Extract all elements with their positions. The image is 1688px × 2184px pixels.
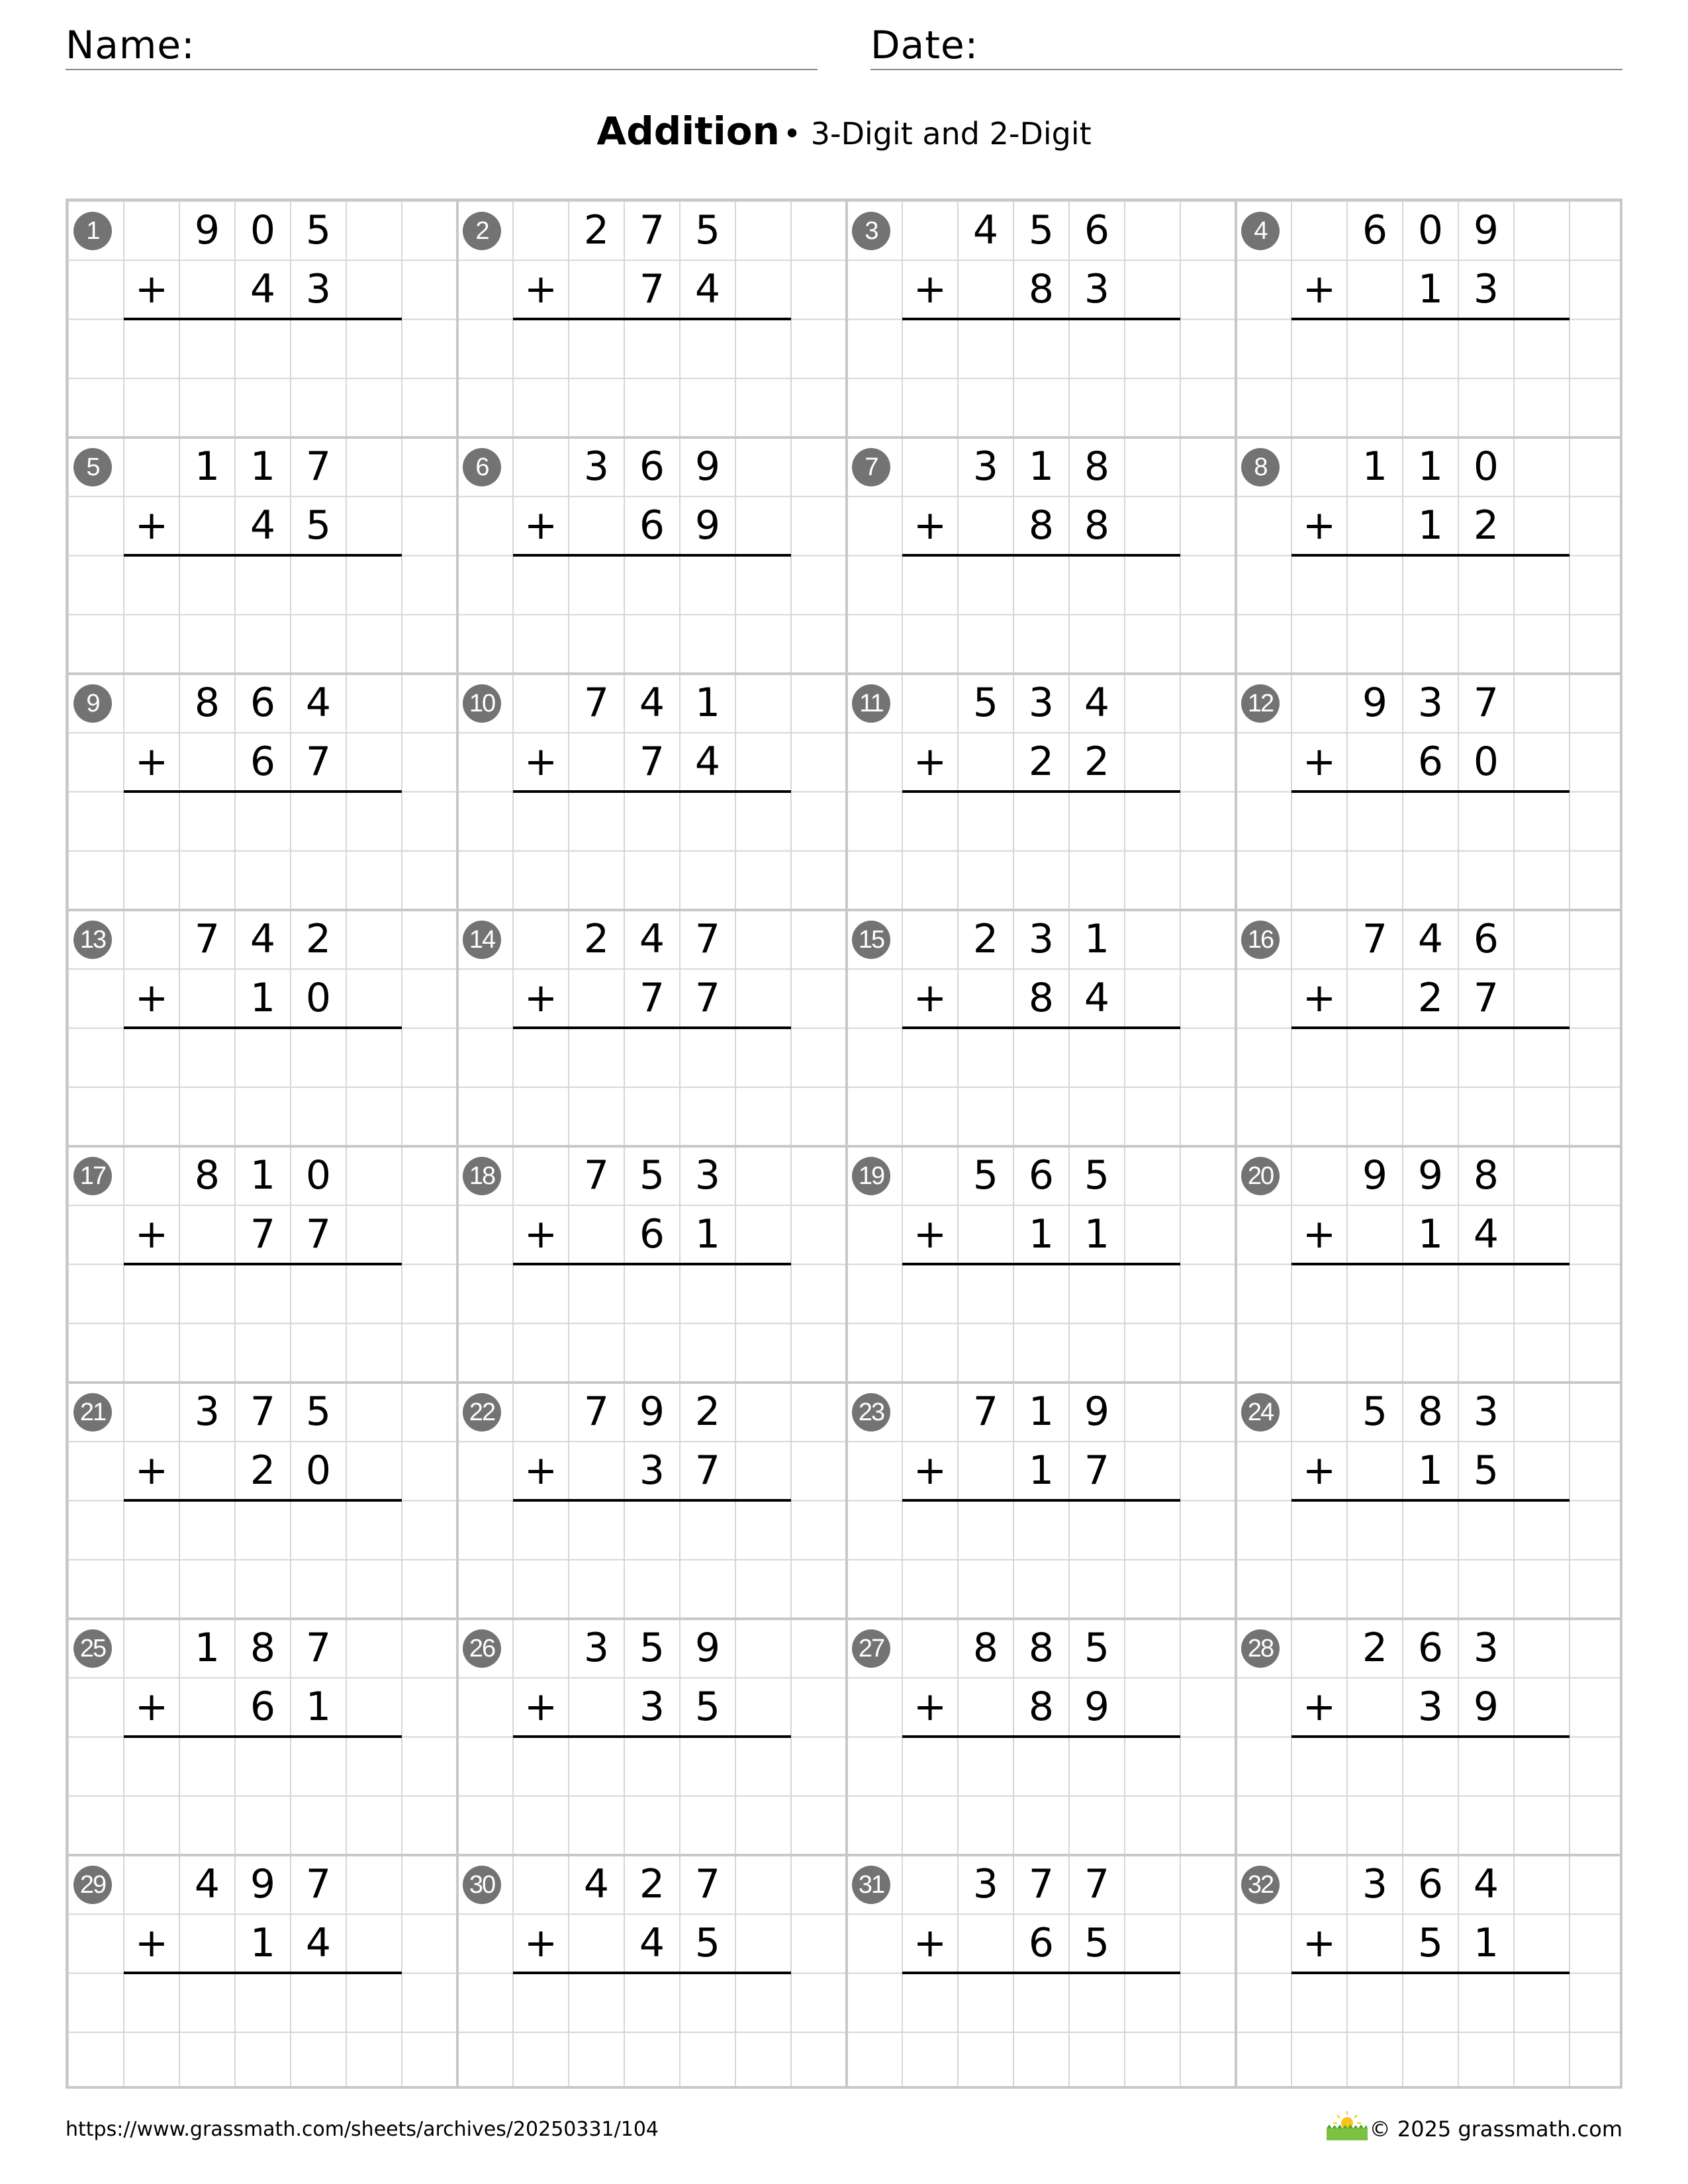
problem-26 [457, 1619, 847, 1855]
answer-area[interactable] [902, 320, 1180, 433]
answer-area[interactable] [902, 557, 1180, 669]
bottom-digit: 6 [1028, 1920, 1055, 1967]
top-digit: 7 [194, 916, 220, 962]
answer-area[interactable] [124, 793, 402, 905]
top-digit: 2 [305, 916, 332, 962]
top-digit: 7 [694, 1861, 721, 1907]
bottom-digit: 7 [250, 1211, 276, 1258]
top-digit: 7 [305, 1625, 332, 1671]
bottom-digit: 0 [1473, 739, 1499, 786]
top-digit: 9 [1362, 680, 1388, 726]
bottom-digit: 3 [1417, 1684, 1444, 1731]
top-digit: 7 [1084, 1861, 1110, 1907]
top-digit: 3 [1028, 916, 1055, 962]
top-digit: 4 [305, 680, 332, 726]
bottom-digit: 1 [1417, 502, 1444, 549]
top-digit: 6 [250, 680, 276, 726]
answer-area[interactable] [124, 1265, 402, 1378]
plus-sign: + [913, 1447, 947, 1494]
problem-number-badge: 24 [1241, 1393, 1280, 1432]
top-digit: 6 [1417, 1861, 1444, 1907]
problem-10 [457, 674, 847, 910]
problem-5 [68, 437, 457, 674]
bottom-digit: 0 [305, 1447, 332, 1494]
bottom-digit: 9 [1084, 1684, 1110, 1731]
top-digit: 7 [305, 1861, 332, 1907]
worksheet-title [0, 105, 1688, 167]
top-digit: 6 [1362, 207, 1388, 253]
plus-sign: + [1302, 1920, 1336, 1967]
plus-sign: + [1302, 502, 1336, 549]
top-digit: 8 [194, 680, 220, 726]
answer-area[interactable] [513, 793, 791, 905]
plus-sign: + [134, 502, 169, 549]
bottom-digit: 5 [694, 1684, 721, 1731]
top-digit: 9 [194, 207, 220, 253]
answer-area[interactable] [124, 1029, 402, 1142]
bottom-digit: 8 [1028, 975, 1055, 1022]
plus-sign: + [524, 1684, 558, 1731]
problem-number-badge: 9 [73, 684, 112, 723]
answer-area[interactable] [902, 793, 1180, 905]
plus-sign: + [913, 975, 947, 1022]
plus-sign: + [1302, 975, 1336, 1022]
problem-24 [1236, 1383, 1625, 1619]
bottom-digit: 1 [1417, 1211, 1444, 1258]
plus-sign: + [913, 739, 947, 786]
top-digit: 4 [1417, 916, 1444, 962]
problem-23 [847, 1383, 1236, 1619]
bottom-digit: 5 [694, 1920, 721, 1967]
bottom-digit: 3 [305, 266, 332, 313]
top-digit: 7 [1028, 1861, 1055, 1907]
problem-number-badge: 32 [1241, 1866, 1280, 1904]
top-digit: 6 [639, 443, 665, 490]
answer-area[interactable] [1291, 1974, 1570, 2087]
answer-area[interactable] [124, 320, 402, 433]
problem-number-badge: 30 [463, 1866, 501, 1904]
problem-11 [847, 674, 1236, 910]
problem-21 [68, 1383, 457, 1619]
footer-url[interactable]: https://www.grassmath.com/sheets/archives/20250331/104 [66, 2118, 659, 2141]
problem-31 [847, 1855, 1236, 2091]
top-digit: 3 [194, 1388, 220, 1435]
top-digit: 8 [1084, 443, 1110, 490]
plus-sign: + [524, 1447, 558, 1494]
top-digit: 5 [1084, 1625, 1110, 1671]
bottom-digit: 9 [694, 502, 721, 549]
answer-area[interactable] [124, 1502, 402, 1614]
top-digit: 7 [694, 916, 721, 962]
answer-area[interactable] [1291, 557, 1570, 669]
answer-area[interactable] [1291, 320, 1570, 433]
bottom-digit: 1 [250, 975, 276, 1022]
problem-number-badge: 8 [1241, 448, 1280, 486]
bottom-digit: 8 [1028, 1684, 1055, 1731]
top-digit: 6 [1028, 1152, 1055, 1199]
problem-number-badge: 26 [463, 1629, 501, 1668]
problem-number-badge: 17 [73, 1157, 112, 1195]
bottom-digit: 6 [639, 502, 665, 549]
problem-number-badge: 16 [1241, 921, 1280, 959]
plus-sign: + [913, 1684, 947, 1731]
top-digit: 5 [972, 1152, 999, 1199]
top-digit: 1 [194, 1625, 220, 1671]
top-digit: 4 [972, 207, 999, 253]
answer-area[interactable] [513, 1502, 791, 1614]
top-digit: 7 [639, 207, 665, 253]
bottom-digit: 5 [1084, 1920, 1110, 1967]
top-digit: 9 [1362, 1152, 1388, 1199]
bottom-digit: 7 [305, 739, 332, 786]
problem-number-badge: 7 [852, 448, 890, 486]
top-digit: 8 [194, 1152, 220, 1199]
answer-area[interactable] [902, 1502, 1180, 1614]
problem-number-badge: 18 [463, 1157, 501, 1195]
bottom-digit: 2 [1417, 975, 1444, 1022]
plus-sign: + [524, 1920, 558, 1967]
top-digit: 9 [250, 1861, 276, 1907]
bottom-digit: 5 [1473, 1447, 1499, 1494]
top-digit: 4 [1084, 680, 1110, 726]
top-digit: 5 [1028, 207, 1055, 253]
top-digit: 5 [972, 680, 999, 726]
bottom-digit: 4 [250, 502, 276, 549]
problem-number-badge: 12 [1241, 684, 1280, 723]
top-digit: 7 [583, 1152, 610, 1199]
answer-area[interactable] [1291, 1029, 1570, 1142]
plus-sign: + [134, 1211, 169, 1258]
top-digit: 3 [1473, 1388, 1499, 1435]
bottom-digit: 2 [1473, 502, 1499, 549]
top-digit: 4 [1473, 1861, 1499, 1907]
top-digit: 3 [1028, 680, 1055, 726]
problem-number-badge: 10 [463, 684, 501, 723]
top-digit: 3 [694, 1152, 721, 1199]
date-label: Date: [870, 23, 979, 68]
top-digit: 8 [1417, 1388, 1444, 1435]
bottom-digit: 1 [1417, 266, 1444, 313]
bottom-digit: 8 [1028, 502, 1055, 549]
top-digit: 5 [305, 1388, 332, 1435]
plus-sign: + [134, 739, 169, 786]
answer-area[interactable] [513, 320, 791, 433]
problem-number-badge: 14 [463, 921, 501, 959]
problem-13 [68, 910, 457, 1146]
bottom-digit: 3 [1084, 266, 1110, 313]
bottom-digit: 5 [305, 502, 332, 549]
problem-number-badge: 21 [73, 1393, 112, 1432]
problem-number-badge: 5 [73, 448, 112, 486]
answer-area[interactable] [513, 1265, 791, 1378]
top-digit: 9 [694, 1625, 721, 1671]
problem-number-badge: 22 [463, 1393, 501, 1432]
top-digit: 5 [694, 207, 721, 253]
bottom-digit: 1 [250, 1920, 276, 1967]
top-digit: 1 [250, 1152, 276, 1199]
bottom-digit: 4 [694, 739, 721, 786]
bottom-digit: 1 [694, 1211, 721, 1258]
bottom-digit: 8 [1084, 502, 1110, 549]
problem-28 [1236, 1619, 1625, 1855]
top-digit: 1 [1028, 443, 1055, 490]
top-digit: 8 [972, 1625, 999, 1671]
plus-sign: + [524, 975, 558, 1022]
top-digit: 5 [1362, 1388, 1388, 1435]
plus-sign: + [134, 1684, 169, 1731]
problem-number-badge: 19 [852, 1157, 890, 1195]
top-digit: 9 [1473, 207, 1499, 253]
plus-sign: + [1302, 1684, 1336, 1731]
top-digit: 9 [694, 443, 721, 490]
date-field[interactable] [870, 19, 1622, 70]
problem-3 [847, 201, 1236, 437]
problem-number-badge: 15 [852, 921, 890, 959]
top-digit: 5 [1084, 1152, 1110, 1199]
plus-sign: + [913, 266, 947, 313]
top-digit: 1 [1362, 443, 1388, 490]
top-digit: 2 [639, 1861, 665, 1907]
problem-number-badge: 25 [73, 1629, 112, 1668]
answer-area[interactable] [513, 1738, 791, 1850]
title-subtitle: • 3-Digit and 2-Digit [782, 116, 1092, 152]
problem-number-badge: 3 [852, 212, 890, 250]
top-digit: 3 [1417, 680, 1444, 726]
plus-sign: + [524, 502, 558, 549]
top-digit: 1 [1084, 916, 1110, 962]
plus-sign: + [134, 266, 169, 313]
bottom-digit: 7 [694, 975, 721, 1022]
top-digit: 2 [583, 207, 610, 253]
top-digit: 9 [639, 1388, 665, 1435]
answer-area[interactable] [902, 1029, 1180, 1142]
top-digit: 0 [305, 1152, 332, 1199]
plus-sign: + [913, 502, 947, 549]
footer-copyright: © 2025 grassmath.com [1369, 2116, 1622, 2142]
top-digit: 7 [972, 1388, 999, 1435]
top-digit: 3 [583, 443, 610, 490]
top-digit: 3 [972, 443, 999, 490]
bottom-digit: 7 [694, 1447, 721, 1494]
problem-number-badge: 13 [73, 921, 112, 959]
top-digit: 6 [1417, 1625, 1444, 1671]
bottom-digit: 2 [1084, 739, 1110, 786]
answer-area[interactable] [1291, 1502, 1570, 1614]
bottom-digit: 7 [639, 739, 665, 786]
plus-sign: + [913, 1211, 947, 1258]
problem-12 [1236, 674, 1625, 910]
problem-16 [1236, 910, 1625, 1146]
problem-32 [1236, 1855, 1625, 2091]
problem-number-badge: 23 [852, 1393, 890, 1432]
top-digit: 4 [639, 680, 665, 726]
plus-sign: + [134, 1920, 169, 1967]
top-digit: 2 [1362, 1625, 1388, 1671]
top-digit: 6 [1084, 207, 1110, 253]
answer-area[interactable] [124, 1738, 402, 1850]
name-field[interactable] [66, 19, 818, 70]
bottom-digit: 5 [1417, 1920, 1444, 1967]
answer-area[interactable] [513, 557, 791, 669]
bottom-digit: 4 [1473, 1211, 1499, 1258]
answer-area[interactable] [902, 1738, 1180, 1850]
plus-sign: + [134, 975, 169, 1022]
title-main: Addition [596, 109, 780, 154]
answer-area[interactable] [902, 1265, 1180, 1378]
plus-sign: + [524, 739, 558, 786]
top-digit: 7 [583, 680, 610, 726]
top-digit: 3 [972, 1861, 999, 1907]
answer-area[interactable] [1291, 793, 1570, 905]
bottom-digit: 1 [1028, 1447, 1055, 1494]
plus-sign: + [524, 266, 558, 313]
problem-number-badge: 11 [852, 684, 890, 723]
top-digit: 5 [639, 1152, 665, 1199]
problem-30 [457, 1855, 847, 2091]
problem-25 [68, 1619, 457, 1855]
bottom-digit: 1 [1417, 1447, 1444, 1494]
problem-27 [847, 1619, 1236, 1855]
bottom-digit: 7 [639, 975, 665, 1022]
problem-number-badge: 29 [73, 1866, 112, 1904]
problem-number-badge: 20 [1241, 1157, 1280, 1195]
problem-7 [847, 437, 1236, 674]
bottom-digit: 3 [1473, 266, 1499, 313]
bottom-digit: 6 [250, 1684, 276, 1731]
answer-area[interactable] [902, 1974, 1180, 2087]
bottom-digit: 4 [1084, 975, 1110, 1022]
problem-14 [457, 910, 847, 1146]
top-digit: 4 [639, 916, 665, 962]
top-digit: 9 [1417, 1152, 1444, 1199]
grass-sun-icon [1324, 2109, 1370, 2142]
top-digit: 0 [1417, 207, 1444, 253]
problem-2 [457, 201, 847, 437]
problem-6 [457, 437, 847, 674]
bottom-digit: 6 [250, 739, 276, 786]
top-digit: 4 [250, 916, 276, 962]
plus-sign: + [1302, 1211, 1336, 1258]
bottom-digit: 7 [639, 266, 665, 313]
top-digit: 2 [694, 1388, 721, 1435]
problem-number-badge: 4 [1241, 212, 1280, 250]
top-digit: 7 [1473, 680, 1499, 726]
answer-area[interactable] [1291, 1738, 1570, 1850]
problem-20 [1236, 1146, 1625, 1383]
bottom-digit: 3 [639, 1447, 665, 1494]
top-digit: 0 [1473, 443, 1499, 490]
bottom-digit: 9 [1473, 1684, 1499, 1731]
top-digit: 5 [305, 207, 332, 253]
bottom-digit: 7 [305, 1211, 332, 1258]
top-digit: 4 [583, 1861, 610, 1907]
plus-sign: + [1302, 266, 1336, 313]
top-digit: 7 [583, 1388, 610, 1435]
plus-sign: + [524, 1211, 558, 1258]
top-digit: 7 [250, 1388, 276, 1435]
answer-area[interactable] [124, 557, 402, 669]
top-digit: 3 [1362, 1861, 1388, 1907]
bottom-digit: 1 [1473, 1920, 1499, 1967]
answer-area[interactable] [124, 1974, 402, 2087]
problem-8 [1236, 437, 1625, 674]
bottom-digit: 4 [694, 266, 721, 313]
top-digit: 1 [1417, 443, 1444, 490]
top-digit: 3 [1473, 1625, 1499, 1671]
top-digit: 4 [194, 1861, 220, 1907]
top-digit: 8 [250, 1625, 276, 1671]
plus-sign: + [134, 1447, 169, 1494]
problem-18 [457, 1146, 847, 1383]
top-digit: 1 [1028, 1388, 1055, 1435]
top-digit: 6 [1473, 916, 1499, 962]
bottom-digit: 4 [250, 266, 276, 313]
problem-grid [66, 199, 1622, 2089]
bottom-digit: 2 [1028, 739, 1055, 786]
bottom-digit: 1 [1084, 1211, 1110, 1258]
problem-22 [457, 1383, 847, 1619]
top-digit: 0 [250, 207, 276, 253]
top-digit: 1 [694, 680, 721, 726]
problem-number-badge: 28 [1241, 1629, 1280, 1668]
problem-number-badge: 6 [463, 448, 501, 486]
answer-area[interactable] [513, 1029, 791, 1142]
problem-17 [68, 1146, 457, 1383]
name-label: Name: [66, 23, 195, 68]
problem-19 [847, 1146, 1236, 1383]
answer-area[interactable] [1291, 1265, 1570, 1378]
bottom-digit: 4 [305, 1920, 332, 1967]
top-digit: 1 [250, 443, 276, 490]
problem-4 [1236, 201, 1625, 437]
top-digit: 8 [1028, 1625, 1055, 1671]
bottom-digit: 6 [1417, 739, 1444, 786]
problem-15 [847, 910, 1236, 1146]
problem-1 [68, 201, 457, 437]
top-digit: 5 [639, 1625, 665, 1671]
top-digit: 7 [305, 443, 332, 490]
answer-area[interactable] [513, 1974, 791, 2087]
bottom-digit: 8 [1028, 266, 1055, 313]
bottom-digit: 3 [639, 1684, 665, 1731]
bottom-digit: 1 [1028, 1211, 1055, 1258]
bottom-digit: 1 [305, 1684, 332, 1731]
problem-9 [68, 674, 457, 910]
top-digit: 2 [972, 916, 999, 962]
bottom-digit: 2 [250, 1447, 276, 1494]
bottom-digit: 0 [305, 975, 332, 1022]
bottom-digit: 7 [1473, 975, 1499, 1022]
problem-number-badge: 31 [852, 1866, 890, 1904]
problem-number-badge: 2 [463, 212, 501, 250]
problem-29 [68, 1855, 457, 2091]
plus-sign: + [1302, 739, 1336, 786]
top-digit: 8 [1473, 1152, 1499, 1199]
top-digit: 7 [1362, 916, 1388, 962]
problem-number-badge: 1 [73, 212, 112, 250]
problem-number-badge: 27 [852, 1629, 890, 1668]
top-digit: 3 [583, 1625, 610, 1671]
top-digit: 2 [583, 916, 610, 962]
bottom-digit: 6 [639, 1211, 665, 1258]
plus-sign: + [1302, 1447, 1336, 1494]
top-digit: 9 [1084, 1388, 1110, 1435]
bottom-digit: 7 [1084, 1447, 1110, 1494]
top-digit: 1 [194, 443, 220, 490]
bottom-digit: 4 [639, 1920, 665, 1967]
plus-sign: + [913, 1920, 947, 1967]
